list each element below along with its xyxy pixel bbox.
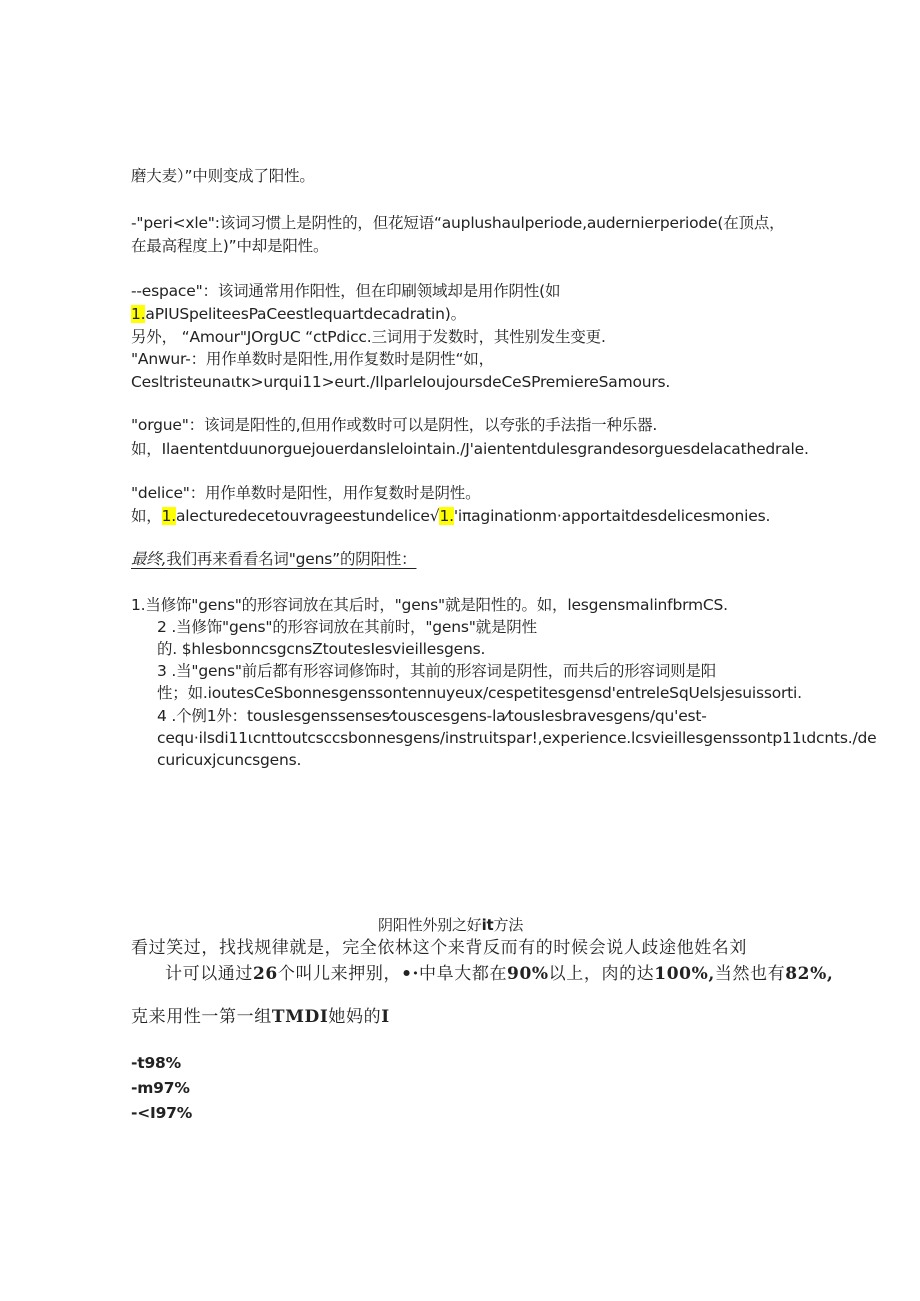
list-item-3-line2: 性；如.ioutesCeSbonnesgenssontennuyeux/cespetitesgensd'entreleSqUelsjesuissorti. [157, 684, 802, 702]
para3-line3: 另外， “Amour"JOrgUC “ctPdicc.三词用于发数时，其性别发生变更. [131, 328, 606, 346]
list-item-2-line2: 的. $hlesbonncsgcnsZtoutesIesvieillesgens. [157, 640, 486, 658]
section2-title: 阴阳性外别之好it方法 [378, 916, 524, 934]
para5-line1: "delice"：用作单数时是阳性，用作复数时是阴性。 [131, 484, 481, 502]
list-item-1: 1.当修饰"gens"的形容词放在其后时，"gens"就是阳性的。如，lesgensmalinfbrmCS. [131, 596, 728, 614]
highlight-mark: 1. [131, 305, 146, 323]
section2-line1: 看过笑过，找找规律就是，完全依林这个来背反而有的时候会说人歧途他姓名刘 [131, 938, 747, 958]
highlight-mark: 1. [161, 507, 176, 525]
para1-line1: 磨大麦）”中则变成了阳性。 [131, 167, 315, 185]
para4-line2: 如，Ilaententduunorguejouerdanslelointain./J'aiententdulesgrandesorguesdelacathedrale. [131, 440, 809, 458]
list-item-4-line2: cequ·ilsdi11ιcnttoutcsccsbonnesgens/instrιιitspar!,experience.lcsvieillesgenssontp11ιdcnts./de [157, 729, 877, 747]
para2-line2: 在最高程度上)”中却是阳性。 [131, 237, 329, 255]
list-item-4-line1: 4 .个例1外：tousIesgenssenses⁄touscesgens-la⁄tousIesbravesgens/qu'est- [157, 707, 707, 725]
list-item-4-line3: curicuxjcuncsgens. [157, 751, 302, 769]
list-item-3-line1: 3 .当"gens"前后都有形容词修饰时，其前的形容词是阴性，而共后的形容词则是阳 [157, 662, 717, 680]
para3-line1: --espace"：该词通常用作阳性，但在印刷领域却是用作阴性(如 [131, 282, 561, 300]
para5-line2: 如，1.alecturedecetouvrageestundelice√1.'iπaginationm·apportaitdesdelicesmonies. [131, 507, 771, 525]
stat-l: -<I97% [131, 1104, 193, 1122]
para4-line1: "orgue"：该词是阳性的,但用作或数时可以是阴性，以夸张的手法指一种乐器. [131, 416, 658, 434]
para3-line4: "Anwur-：用作单数时是阳性,用作复数时是阴性“如， [131, 350, 494, 368]
section2-line3: 克来用性一第一组TMDI她妈的I [131, 1007, 390, 1027]
section-heading: 最终,我们再来看看名词"gens”的阴阳性： [131, 550, 417, 568]
para3-line5: Cesltristeunaιtκ>urqui11>eurt./IlparleIoujoursdeCeSPremiereSamours. [131, 373, 671, 391]
para2-line1: -"peri<xle":该词习惯上是阴性的，但花短语“auplushaulperiode,audernierperiode(在顶点， [131, 214, 785, 232]
highlight-mark: 1. [439, 507, 454, 525]
para3-line2: 1.aPIUSpeliteesPaCeestlequartdecadratin)。 [131, 305, 466, 323]
stat-m: -m97% [131, 1079, 190, 1097]
section2-line2: 计可以通过26个叫儿来押别，•·中阜大都在90%以上，肉的达100%,当然也有82%, [165, 964, 834, 984]
list-item-2-line1: 2 .当修饰"gens"的形容词放在其前时，"gens"就是阴性 [157, 618, 537, 636]
stat-t: -t98% [131, 1054, 181, 1072]
